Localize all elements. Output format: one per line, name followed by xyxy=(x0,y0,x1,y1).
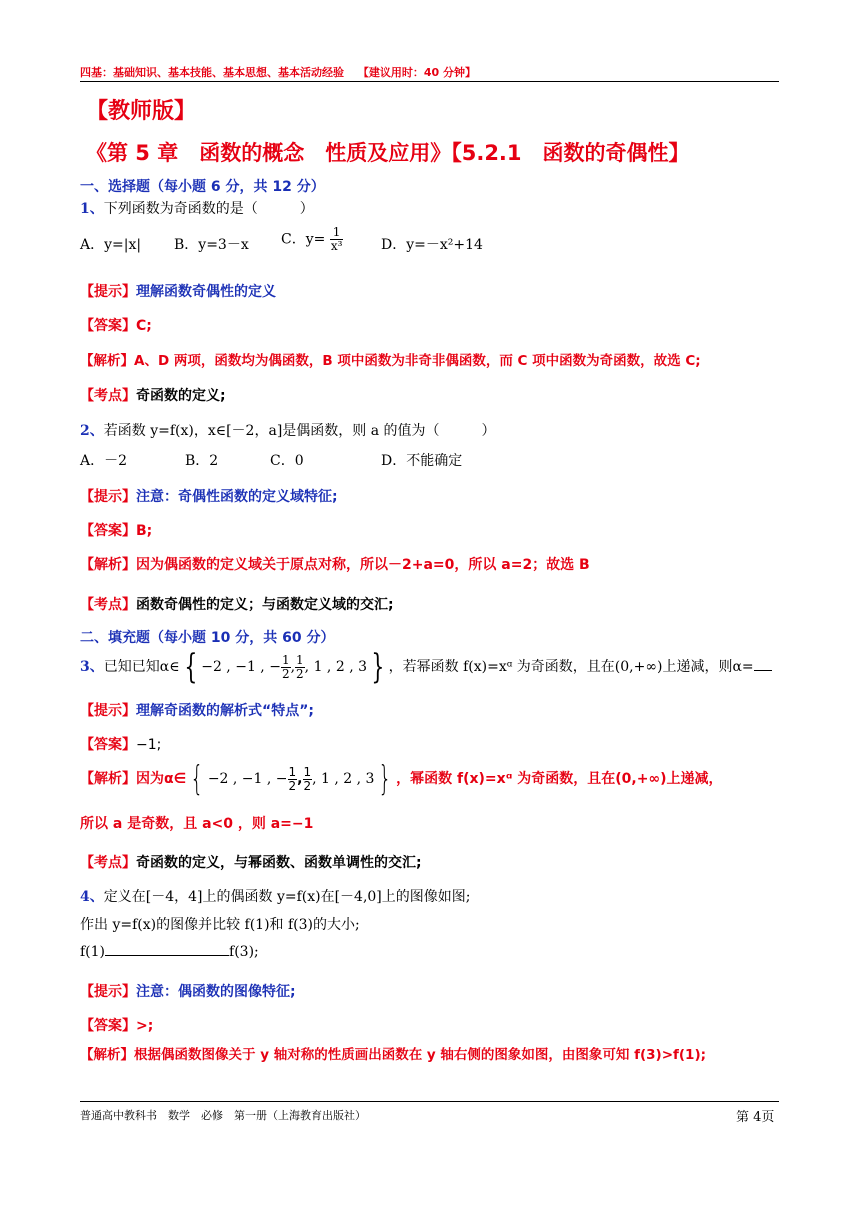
header-rule xyxy=(80,81,779,82)
q3-half-neg: $\frac{1}{2}$ xyxy=(281,652,290,681)
q1-option-d: D．y=－x²+14 xyxy=(381,237,483,253)
q2-option-d: D．不能确定 xyxy=(381,453,463,469)
q1-option-c: C．y= $\frac{1}{\text{x³}}$ xyxy=(281,225,343,253)
q2-point: 【考点】函数奇偶性的定义；与函数定义域的交汇; xyxy=(80,597,394,613)
q3-analysis: 【解析】因为α∈ { −2 , −1 , − $\frac{1}{2}$ , $\frac{1}{2}$ , 1 , 2 , 3 } ，幂函数 f(x)=xᵅ 为奇函数，且在(0,+∞)上递减， xyxy=(80,759,723,799)
q1-point: 【考点】奇函数的定义; xyxy=(80,388,226,404)
q4-line3: f(1) f(3); xyxy=(80,944,259,960)
footer-left: 普通高中教科书 数学 必修 第一册（上海教育出版社） xyxy=(80,1109,366,1122)
q3-half-pos: $\frac{1}{2}$ xyxy=(296,652,304,681)
question-2: 2、若函数 y=f(x)，x∈[－2，a]是偶函数，则 a 的值为（ ） xyxy=(80,423,496,439)
q2-analysis: 【解析】因为偶函数的定义域关于原点对称，所以－2+a=0，所以 a=2；故选 B xyxy=(80,557,590,573)
q3-answer-blank xyxy=(754,670,772,671)
q4-line2: 作出 y=f(x)的图像并比较 f(1)和 f(3)的大小; xyxy=(80,917,360,933)
q1-analysis: 【解析】A、D 两项，函数均为偶函数，B 项中函数为非奇非偶函数，而 C 项中函数为奇函数，故选 C; xyxy=(80,353,701,369)
question-4: 4、定义在[－4，4]上的偶函数 y=f(x)在[－4,0]上的图像如图; xyxy=(80,889,471,905)
section-heading-choice: 一、选择题（每小题 6 分，共 12 分） xyxy=(80,179,325,195)
q3-answer: 【答案】−1; xyxy=(80,737,162,753)
q4-analysis: 【解析】根据偶函数图像关于 y 轴对称的性质画出函数在 y 轴右侧的图象如图，由图象可知 f(3)>f(1); xyxy=(80,1047,707,1063)
question-1: 1、下列函数为奇函数的是（ ） xyxy=(80,201,314,217)
q2-answer: 【答案】B; xyxy=(80,523,153,539)
q2-hint: 【提示】注意：奇偶性函数的定义域特征; xyxy=(80,489,338,505)
section-heading-fill: 二、填充题（每小题 10 分，共 60 分） xyxy=(80,630,335,646)
page-number: 第 4页 xyxy=(736,1110,775,1125)
footer-rule xyxy=(80,1101,779,1102)
q1-hint: 【提示】理解函数奇偶性的定义 xyxy=(80,284,276,300)
q2-option-c: C．0 xyxy=(270,453,304,469)
page-title: 《第 5 章 函数的概念 性质及应用》【5.2.1 函数的奇偶性】 xyxy=(86,141,690,165)
header-left: 四基：基础知识、基本技能、基本思想、基本活动经验 【建议用时：40 分钟】 xyxy=(80,66,476,79)
version-label: 【教师版】 xyxy=(86,99,197,124)
q2-option-b: B．2 xyxy=(185,453,219,469)
q4-hint: 【提示】注意：偶函数的图像特征; xyxy=(80,984,296,1000)
q1-option-a: A．y=|x| xyxy=(80,237,142,253)
q1-answer: 【答案】C; xyxy=(80,318,152,334)
q2-option-a: A．－2 xyxy=(80,453,128,469)
q1-option-b: B．y=3－x xyxy=(174,237,249,253)
question-3: 3、已知已知α∈ { −2 , −1 , − $\frac{1}{2}$ , $\frac{1}{2}$ , 1 , 2 , 3 } ，若幂函数 f(x)=xᵅ 为奇函数，且在(0,+∞)上递减，则α= xyxy=(80,652,772,682)
q4-answer-blank xyxy=(105,955,229,956)
q3-hint: 【提示】理解奇函数的解析式“特点”; xyxy=(80,703,315,719)
q4-answer: 【答案】>; xyxy=(80,1018,154,1034)
q3-point: 【考点】奇函数的定义，与幂函数、函数单调性的交汇; xyxy=(80,855,422,871)
q3-analysis-half-neg: $\frac{1}{2}$ xyxy=(288,764,297,793)
q3-analysis-line2: 所以 a 是奇数，且 a<0 ，则 a=−1 xyxy=(80,816,314,832)
q3-analysis-half-pos: $\frac{1}{2}$ xyxy=(303,764,312,793)
q1-fraction: $\frac{1}{\text{x³}}$ xyxy=(330,225,343,253)
